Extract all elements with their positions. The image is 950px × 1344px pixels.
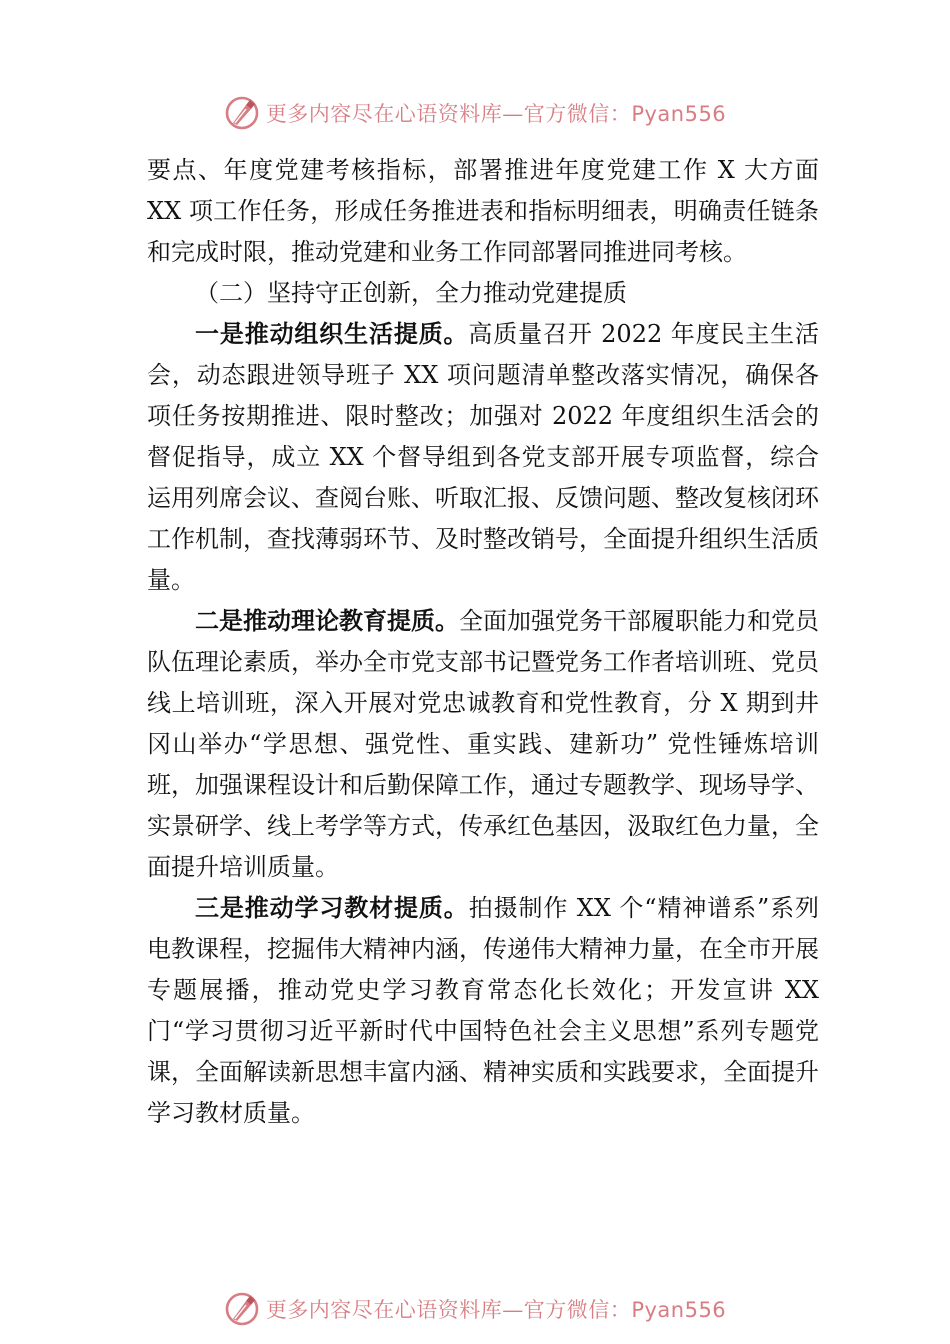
paragraph-study-materials: 三是推动学习教材提质。拍摄制作 XX 个“精神谱系”系列电教课程，挖掘伟大精神内涵，传递伟大精神力量，在全市开展专题展播，推动党史学习教育常态化长效化；开发宣讲 XX 门“学习贯彻习近平新时代中国特色社会主义思想”系列专题党课，全面解读新思想丰富内涵、精神实质和实践要求，全面提升学习教材质量。 — [147, 894, 820, 1127]
watermark-wechat-id: Pyan556 — [631, 1298, 727, 1322]
footer-watermark — [0, 1289, 950, 1329]
paragraph-theory-education: 二是推动理论教育提质。全面加强党务干部履职能力和党员队伍理论素质，举办全市党支部书记暨党务工作者培训班、党员线上培训班，深入开展对党忠诚教育和党性教育，分 X 期到井冈山举办“学思想、强党性、重实践、建新功” 党性锤炼培训班，加强课程设计和后勤保障工作，通过专题教学、现场导学、实景研学、线上考学等方式，传承红色基因，汲取红色力量，全面提升培训质量。 — [147, 607, 819, 881]
paragraph-continuation: 要点、年度党建考核指标，部署推进年度党建工作 X 大方面 XX 项工作任务，形成任务推进表和指标明细表，明确责任链条和完成时限，推动党建和业务工作同部署同推进同考核。 — [147, 156, 819, 266]
paragraph-lead: 三是推动学习教材提质。 — [195, 894, 469, 922]
watermark-text: 更多内容尽在心语资料库—官方微信：Pyan556 — [265, 1298, 727, 1322]
paragraph-lead: 一是推动组织生活提质。 — [195, 320, 469, 348]
section-heading: （二）坚持守正创新，全力推动党建提质 — [195, 279, 627, 307]
watermark-wechat-id: Pyan556 — [631, 102, 727, 126]
pen-nib-logo-icon — [224, 1291, 260, 1327]
watermark-text: 更多内容尽在心语资料库—官方微信：Pyan556 — [265, 102, 727, 126]
paragraph-organization-life: 一是推动组织生活提质。高质量召开 2022 年度民主生活会，动态跟进领导班子 XX 项问题清单整改落实情况，确保各项任务按期推进、限时整改；加强对 2022 年度组织生活会的督促指导，成立 XX 个督导组到各党支部开展专项监督，综合运用列席会议、查阅台账、听取汇报、反馈问题、整改复核闭环工作机制，查找薄弱环节、及时整改销号，全面提升组织生活质量。 — [147, 320, 819, 594]
pen-nib-logo-icon — [224, 95, 260, 131]
paragraph-lead: 二是推动理论教育提质。 — [195, 607, 459, 635]
document-body — [147, 150, 819, 1134]
header-watermark — [0, 93, 950, 133]
